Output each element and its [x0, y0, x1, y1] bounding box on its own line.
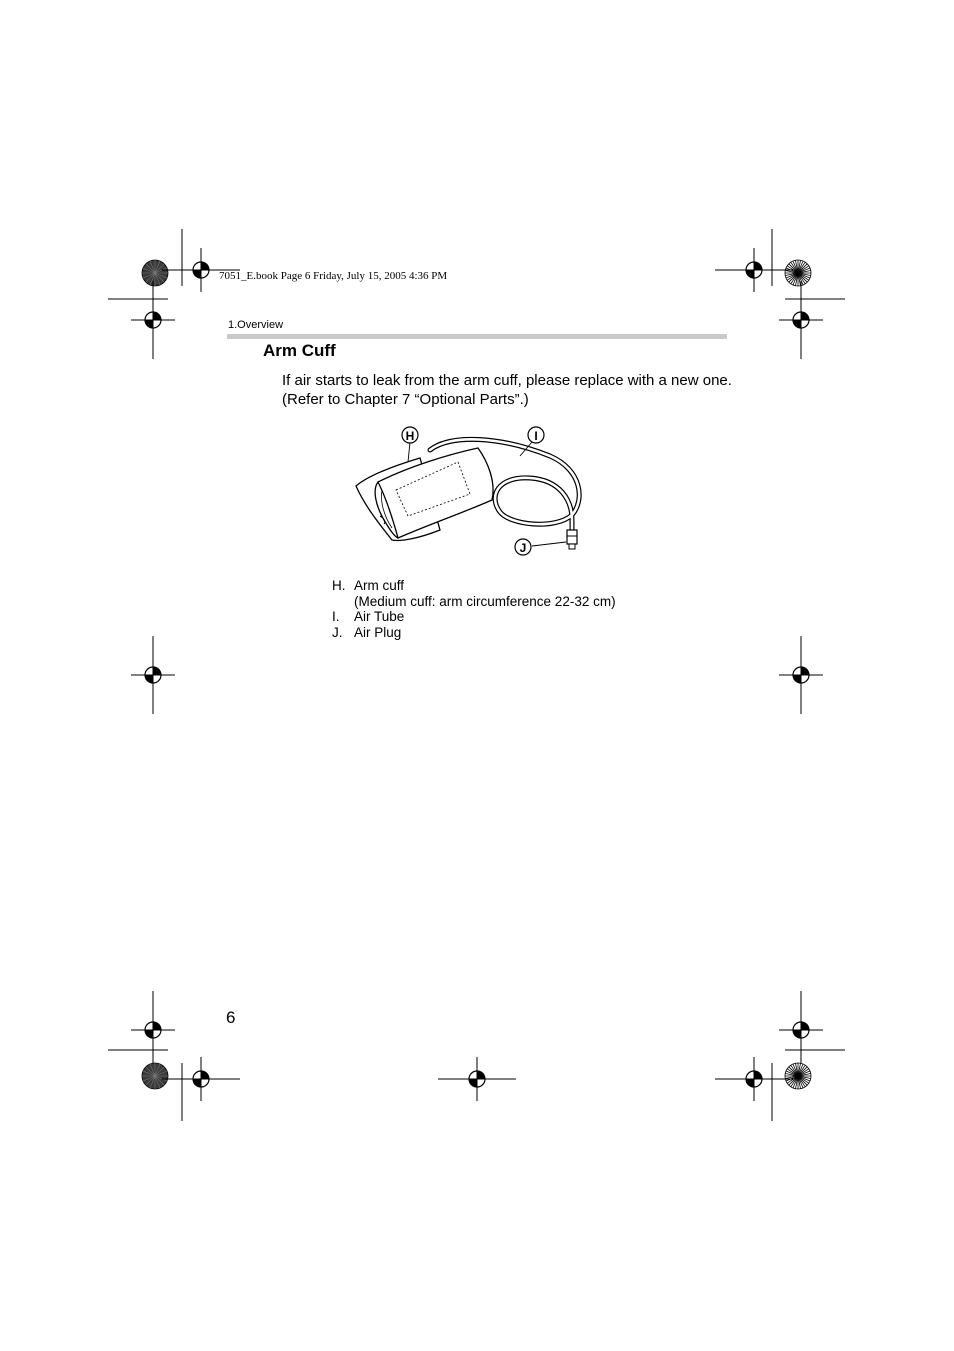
- section-label: 1.Overview: [228, 319, 284, 331]
- legend-label: Arm cuff: [354, 578, 405, 593]
- legend-key: J.: [332, 624, 343, 640]
- header-rule: [227, 334, 727, 339]
- legend-label: Air Tube: [354, 609, 405, 624]
- legend-sublabel: (Medium cuff: arm circumference 22-32 cm): [354, 593, 616, 609]
- legend-label: Air Plug: [354, 624, 402, 640]
- book-info-line: 7051_E.book Page 6 Friday, July 15, 2005 4:36 PM: [219, 270, 448, 282]
- page-number: 6: [226, 1008, 236, 1027]
- page-heading: Arm Cuff: [263, 341, 336, 360]
- callout-j: J: [519, 541, 527, 555]
- legend-item: [332, 625, 616, 641]
- parts-legend: [332, 578, 616, 640]
- legend-key: H.: [332, 578, 346, 593]
- legend-item: [332, 578, 616, 594]
- legend-item: [332, 609, 616, 625]
- callout-h: H: [405, 429, 415, 443]
- arm-cuff-illustration: [350, 420, 590, 560]
- callout-i: I: [534, 429, 538, 443]
- body-paragraph: If air starts to leak from the arm cuff, please replace with a new one. (Refer to Chapter 7 “Optional Parts”.): [282, 372, 732, 408]
- legend-key: I.: [332, 609, 340, 624]
